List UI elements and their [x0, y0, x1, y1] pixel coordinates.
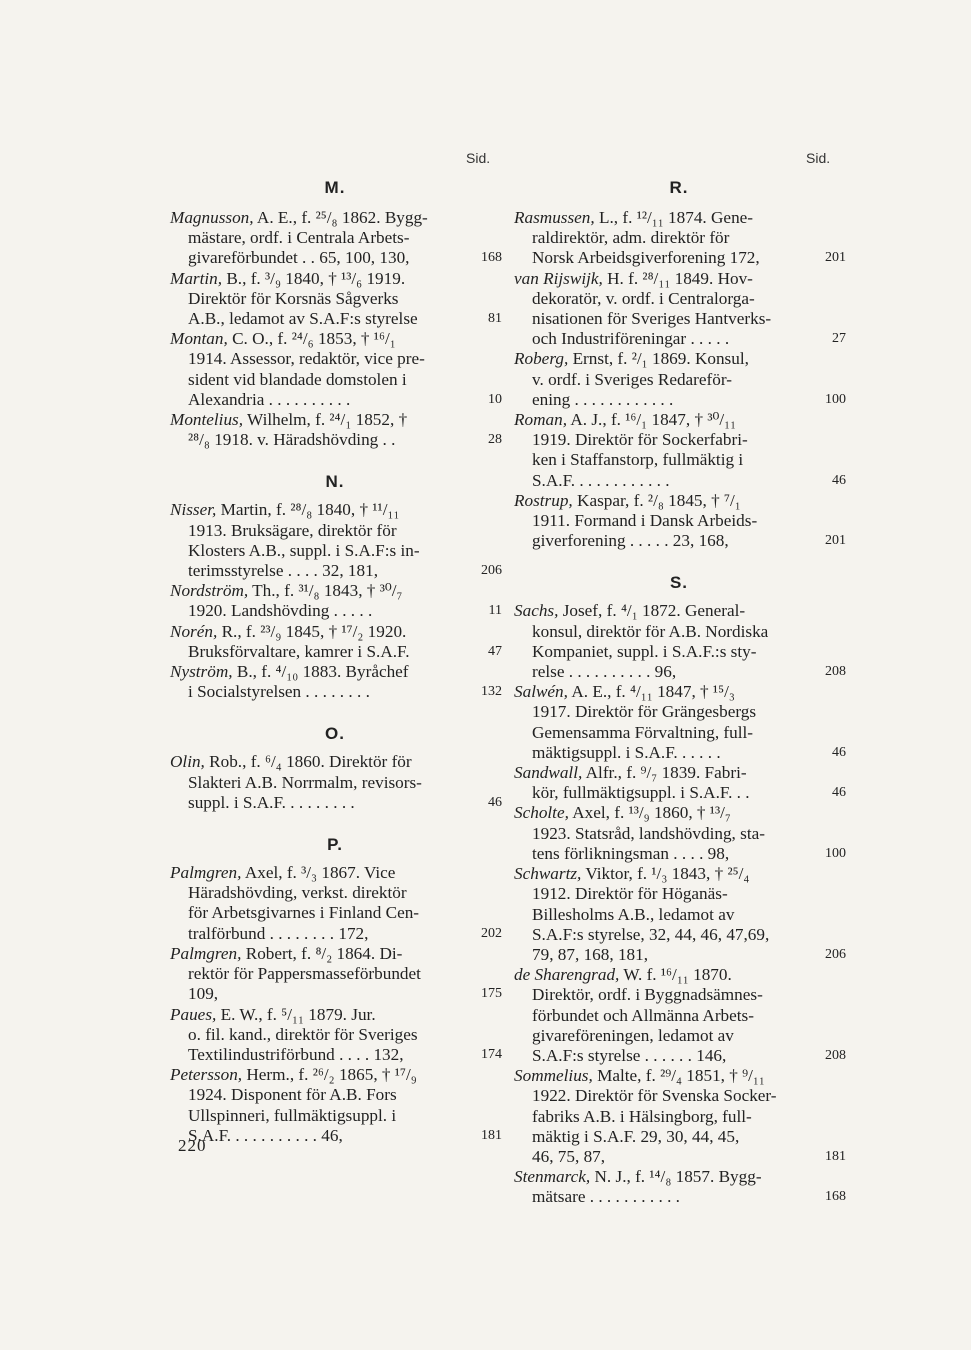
entry-line [514, 329, 816, 349]
entry-text: 109, [188, 984, 219, 1004]
entry-line [514, 682, 816, 702]
entry-line [170, 773, 472, 793]
entry-line [170, 349, 472, 369]
entry-text: Direktör, ordf. i Byggnadsämnes- [532, 985, 763, 1005]
entry-name: Sandwall, [514, 763, 583, 783]
entry-text: Josef, f. ⁴/₁ 1872. General- [562, 601, 746, 621]
section-letter: P. [327, 835, 343, 855]
page-reference: 100 [825, 391, 846, 407]
entry-name: Roberg, [514, 349, 569, 369]
entry-text: givareföreningen, ledamot av [532, 1025, 734, 1045]
entry-line [170, 521, 472, 541]
entry-line [170, 208, 472, 228]
entry-text: Slakteri A.B. Norrmalm, revisors- [188, 772, 422, 792]
entry-line [170, 370, 472, 390]
entry-line [514, 642, 816, 662]
entry-line [514, 884, 816, 904]
entry-text: v. ordf. i Sveriges Redareför- [532, 369, 732, 389]
entry-line [170, 793, 472, 813]
entry-line [170, 1065, 472, 1085]
index-entry [170, 500, 500, 581]
entry-line [170, 269, 472, 289]
entry-text: Textilindustriförbund . . . . 132, [188, 1044, 404, 1064]
entry-line [514, 430, 816, 450]
entry-text: suppl. i S.A.F. . . . . . . . . [188, 792, 355, 812]
entry-text: 1911. Formand i Dansk Arbeids- [532, 511, 758, 531]
entry-line [514, 965, 816, 985]
entry-line [514, 824, 816, 844]
page-reference: 132 [481, 684, 502, 700]
entry-name: Montelius, [170, 410, 244, 430]
entry-line [170, 682, 472, 702]
entry-text: Wilhelm, f. ²⁴/₁ 1852, † [247, 410, 408, 430]
entry-name: Roman, [514, 410, 567, 430]
entry-text: L., f. ¹²/₁₁ 1874. Gene- [598, 208, 754, 227]
page-reference: 46 [832, 744, 846, 760]
entry-name: Stenmarck, [514, 1167, 591, 1187]
entry-text: mätsare . . . . . . . . . . . [532, 1187, 680, 1207]
index-entry [170, 269, 500, 330]
entry-text: 1922. Direktör för Svenska Socker- [532, 1086, 777, 1106]
entry-line [514, 309, 816, 329]
entry-text: konsul, direktör för A.B. Nordiska [532, 621, 769, 641]
right-sections [514, 178, 844, 1208]
entry-name: van Rijswijk, [514, 268, 603, 288]
entry-text: 1917. Direktör för Grängesbergs [532, 702, 757, 722]
entry-line [170, 1106, 472, 1126]
entry-line [170, 964, 472, 984]
entry-line [170, 1126, 472, 1146]
entry-name: Nyström, [170, 662, 233, 682]
entry-line [514, 1127, 816, 1147]
index-entry [170, 863, 500, 944]
entry-text: S.A.F. . . . . . . . . . . 46, [188, 1125, 343, 1145]
entry-line [514, 925, 816, 945]
entry-line [514, 864, 816, 884]
right-column [514, 150, 844, 1208]
page-reference: 206 [481, 563, 502, 579]
page-reference: 175 [481, 986, 502, 1002]
entry-text: giverforening . . . . . 23, 168, [532, 531, 729, 551]
entry-text: raldirektör, adm. direktör för [532, 228, 730, 248]
page-reference: 46 [488, 794, 502, 810]
index-entry [170, 944, 500, 1005]
entry-line [170, 248, 472, 268]
page-number: 220 [178, 1136, 207, 1155]
entry-text: dekoratör, v. ordf. i Centralorga- [532, 288, 755, 308]
entry-text: 1912. Direktör för Höganäs- [532, 884, 728, 904]
entry-text: S.A.F:s styrelse . . . . . . 146, [532, 1045, 727, 1065]
entry-line [170, 601, 472, 621]
entry-line [514, 349, 816, 369]
entry-line [514, 390, 816, 410]
section-letter: N. [325, 472, 345, 492]
left-sections [170, 178, 500, 1146]
entry-name: Magnusson, [170, 208, 254, 227]
entry-name: Montan, [170, 329, 228, 349]
entry-line [170, 289, 472, 309]
index-entry [170, 622, 500, 662]
page-reference: 168 [481, 250, 502, 266]
entry-text: för Arbetsgivarnes i Finland Cen- [188, 903, 420, 923]
index-entry [170, 752, 500, 813]
entry-text: tralförbund . . . . . . . . 172, [188, 923, 369, 943]
entry-line [170, 500, 472, 520]
page-reference: 47 [488, 643, 502, 659]
entry-line [514, 410, 816, 430]
entry-line [514, 905, 816, 925]
entry-line [514, 1006, 816, 1026]
entry-text: Kompaniet, suppl. i S.A.F.:s sty- [532, 641, 757, 661]
entry-line [170, 863, 472, 883]
entry-line [170, 924, 472, 944]
entry-line [514, 702, 816, 722]
page-reference: 181 [481, 1127, 502, 1143]
entry-line [514, 1167, 816, 1187]
entry-line [514, 248, 816, 268]
entry-line [170, 1025, 472, 1045]
entry-line [514, 1066, 816, 1086]
entry-name: Salwén, [514, 682, 568, 702]
entry-text: Bruksförvaltare, kamrer i S.A.F. [188, 641, 410, 661]
entry-text: sident vid blandade domstolen i [188, 369, 407, 389]
entry-line [514, 601, 816, 621]
index-entry [514, 763, 844, 803]
entry-text: 1914. Assessor, redaktör, vice pre- [188, 349, 425, 369]
entry-text: relse . . . . . . . . . . 96, [532, 662, 677, 682]
entry-line [170, 752, 472, 772]
entry-name: Rostrup, [514, 490, 573, 510]
entry-line [514, 450, 816, 470]
entry-text: Herm., f. ²⁶/₂ 1865, † ¹⁷/₉ [246, 1065, 417, 1085]
entry-text: S.A.F:s styrelse, 32, 44, 46, 47,69, [532, 924, 770, 944]
entry-text: terimsstyrelse . . . . 32, 181, [188, 561, 378, 581]
entry-name: Martin, [170, 268, 223, 288]
entry-line [514, 491, 816, 511]
index-entry [514, 864, 844, 965]
entry-text: och Industriföreningar . . . . . [532, 329, 730, 349]
entry-line [514, 370, 816, 390]
entry-line [514, 622, 816, 642]
entry-text: Axel, f. ³/₃ 1867. Vice [244, 863, 396, 883]
entry-text: nisationen för Sveriges Hantverks- [532, 309, 772, 329]
page-reference: 27 [832, 331, 846, 347]
entry-text: ken i Staffanstorp, fullmäktig i [532, 450, 744, 470]
entry-line [170, 581, 472, 601]
page-reference: 206 [825, 946, 846, 962]
entry-text: Martin, f. ²⁸/₈ 1840, † ¹¹/₁₁ [220, 500, 400, 520]
entry-text: B., f. ³/₉ 1840, † ¹³/₆ 1919. [226, 268, 406, 288]
entry-text: E. W., f. ⁵/₁₁ 1879. Jur. [220, 1004, 376, 1024]
entry-line [514, 783, 816, 803]
entry-line [514, 1046, 816, 1066]
entry-line [514, 208, 816, 228]
index-entry [170, 1005, 500, 1066]
entry-name: Scholte, [514, 803, 569, 823]
index-entry [514, 410, 844, 491]
entry-text: Direktör för Korsnäs Sågverks [188, 288, 399, 308]
entry-text: 79, 87, 168, 181, [532, 944, 649, 964]
entry-name: de Sharengrad, [514, 965, 620, 985]
entry-text: Häradshövding, verkst. direktör [188, 883, 407, 903]
index-entry [170, 662, 500, 702]
entry-line [170, 329, 472, 349]
page-reference: 46 [832, 785, 846, 801]
page-reference: 181 [825, 1148, 846, 1164]
index-entry [170, 581, 500, 621]
entry-text: B., f. ⁴/₁₀ 1883. Byråchef [236, 662, 409, 682]
entry-text: o. fil. kand., direktör för Sveriges [188, 1024, 418, 1044]
entry-text: 46, 75, 87, [532, 1146, 606, 1166]
entry-line [514, 763, 816, 783]
section-letter: S. [669, 573, 689, 593]
sid-header-right: Sid. [806, 150, 831, 166]
entry-name: Olin, [170, 752, 205, 772]
entry-text: A. E., f. ⁴/₁₁ 1847, † ¹⁵/₃ [571, 682, 735, 702]
entry-text: givareförbundet . . 65, 100, 130, [188, 248, 410, 268]
entry-text: 1919. Direktör för Sockerfabri- [532, 430, 748, 450]
entry-name: Sommelius, [514, 1066, 593, 1086]
index-entry [514, 208, 844, 269]
entry-text: C. O., f. ²⁴/₆ 1853, † ¹⁶/₁ [232, 329, 396, 349]
index-entry [170, 329, 500, 410]
index-entry [514, 349, 844, 410]
entry-text: Ullspinneri, fullmäktigsuppl. i [188, 1105, 397, 1125]
entry-text: N. J., f. ¹⁴/₈ 1857. Bygg- [594, 1167, 762, 1187]
entry-text: A.B., ledamot av S.A.F:s styrelse [188, 309, 418, 329]
entry-line [514, 531, 816, 551]
entry-text: rektör för Pappersmasseförbundet [188, 964, 421, 984]
entry-name: Paues, [170, 1004, 217, 1024]
entry-text: A. E., f. ²⁵/₈ 1862. Bygg- [256, 208, 428, 227]
page-reference: 201 [825, 533, 846, 549]
page-reference: 100 [825, 845, 846, 861]
index-entry [514, 269, 844, 350]
entry-name: Sachs, [514, 601, 559, 621]
entry-line [514, 743, 816, 763]
entry-line [514, 1107, 816, 1127]
entry-text: förbundet och Allmänna Arbets- [532, 1005, 754, 1025]
entry-name: Schwartz, [514, 864, 582, 884]
entry-line [170, 561, 472, 581]
entry-line [170, 410, 472, 430]
entry-line [170, 642, 472, 662]
entry-line [170, 1085, 472, 1105]
entry-name: Rasmussen, [514, 208, 595, 227]
entry-text: A. J., f. ¹⁶/₁ 1847, † ³⁰/₁₁ [570, 410, 737, 430]
section-letter: R. [669, 178, 689, 197]
index-entry [514, 965, 844, 1066]
left-column [170, 150, 500, 1146]
page-reference: 208 [825, 1047, 846, 1063]
entry-line [170, 944, 472, 964]
entry-name: Palmgren, [170, 863, 242, 883]
entry-text: Malte, f. ²⁹/₄ 1851, † ⁹/₁₁ [597, 1066, 765, 1086]
entry-name: Nordström, [170, 581, 249, 601]
index-entry [514, 682, 844, 763]
entry-line [514, 985, 816, 1005]
index-entry [170, 1065, 500, 1146]
entry-line [170, 309, 472, 329]
page-reference: 174 [481, 1046, 502, 1062]
entry-text: Kaspar, f. ²/₈ 1845, † ⁷/₁ [577, 490, 741, 510]
entry-text: Rob., f. ⁶/₄ 1860. Direktör för [209, 752, 412, 772]
entry-text: i Socialstyrelsen . . . . . . . . [188, 682, 370, 702]
entry-line [514, 289, 816, 309]
entry-line [514, 803, 816, 823]
entry-text: H. f. ²⁸/₁₁ 1849. Hov- [607, 268, 753, 288]
entry-text: 1924. Disponent för A.B. Fors [188, 1085, 397, 1105]
entry-line [514, 723, 816, 743]
entry-text: 1920. Landshövding . . . . . [188, 601, 373, 621]
page-reference: 208 [825, 664, 846, 680]
sid-header-left: Sid. [466, 150, 491, 166]
entry-text: mäktig i S.A.F. 29, 30, 44, 45, [532, 1126, 740, 1146]
entry-text: Billesholms A.B., ledamot av [532, 904, 735, 924]
entry-text: mäktigsuppl. i S.A.F. . . . . . [532, 742, 721, 762]
entry-line [514, 471, 816, 491]
entry-text: W. f. ¹⁶/₁₁ 1870. [623, 965, 732, 985]
page-reference: 10 [488, 391, 502, 407]
page-reference: 28 [488, 432, 502, 448]
index-entry [514, 1066, 844, 1167]
entry-text: Gemensamma Förvaltning, full- [532, 722, 754, 742]
entry-line [514, 662, 816, 682]
index-entry [514, 803, 844, 864]
entry-text: Viktor, f. ¹/₃ 1843, † ²⁵/₄ [585, 864, 750, 884]
entry-text: fabriks A.B. i Hälsingborg, full- [532, 1106, 752, 1126]
section-letter: M. [324, 178, 346, 197]
entry-text: mästare, ordf. i Centrala Arbets- [188, 228, 410, 248]
entry-text: Robert, f. ⁸/₂ 1864. Di- [245, 943, 403, 963]
page-reference: 202 [481, 925, 502, 941]
index-entry [170, 208, 500, 269]
entry-text: R., f. ²³/₉ 1845, † ¹⁷/₂ 1920. [221, 621, 407, 641]
entry-line [170, 430, 472, 450]
entry-text: Norsk Arbeidsgiverforening 172, [532, 248, 760, 268]
entry-line [514, 1147, 816, 1167]
page-reference: 168 [825, 1189, 846, 1205]
entry-text: Alfr., f. ⁹/₇ 1839. Fabri- [585, 763, 747, 783]
entry-text: 1923. Statsråd, landshövding, sta- [532, 823, 765, 843]
entry-text: Alexandria . . . . . . . . . . [188, 389, 351, 409]
entry-line [170, 883, 472, 903]
index-entry [514, 1167, 844, 1207]
entry-line [170, 662, 472, 682]
entry-text: Axel, f. ¹³/₉ 1860, † ¹³/₇ [572, 803, 731, 823]
entry-name: Norén, [170, 621, 218, 641]
entry-line [514, 228, 816, 248]
page-reference: 11 [488, 603, 502, 619]
entry-line [170, 1005, 472, 1025]
entry-text: tens förlikningsman . . . . 98, [532, 843, 730, 863]
entry-line [170, 903, 472, 923]
entry-text: ening . . . . . . . . . . . . [532, 389, 674, 409]
entry-text: S.A.F. . . . . . . . . . . . [532, 470, 670, 490]
entry-name: Nisser, [170, 500, 217, 520]
entry-text: ²⁸/₈ 1918. v. Häradshövding . . [188, 430, 396, 450]
entry-line [170, 1045, 472, 1065]
entry-line [170, 622, 472, 642]
entry-line [514, 1026, 816, 1046]
entry-name: Palmgren, [170, 943, 242, 963]
entry-line [170, 984, 472, 1004]
index-entry [170, 410, 500, 450]
entry-text: kör, fullmäktigsuppl. i S.A.F. . . [532, 783, 750, 803]
index-entry [514, 601, 844, 682]
entry-line [514, 1187, 816, 1207]
entry-line [514, 1086, 816, 1106]
section-letter: O. [325, 724, 345, 744]
index-entry [514, 491, 844, 552]
entry-name: Petersson, [170, 1065, 243, 1085]
entry-line [514, 269, 816, 289]
page-reference: 46 [832, 472, 846, 488]
entry-text: Th., f. ³¹/₈ 1843, † ³⁰/₇ [252, 581, 403, 601]
entry-text: Ernst, f. ²/₁ 1869. Konsul, [572, 349, 749, 369]
page-reference: 81 [488, 311, 502, 327]
entry-line [170, 390, 472, 410]
entry-text: Klosters A.B., suppl. i S.A.F:s in- [188, 540, 420, 560]
entry-line [514, 945, 816, 965]
entry-line [170, 541, 472, 561]
entry-text: 1913. Bruksägare, direktör för [188, 520, 397, 540]
page-reference: 201 [825, 250, 846, 266]
entry-line [514, 511, 816, 531]
entry-line [514, 844, 816, 864]
entry-line [170, 228, 472, 248]
